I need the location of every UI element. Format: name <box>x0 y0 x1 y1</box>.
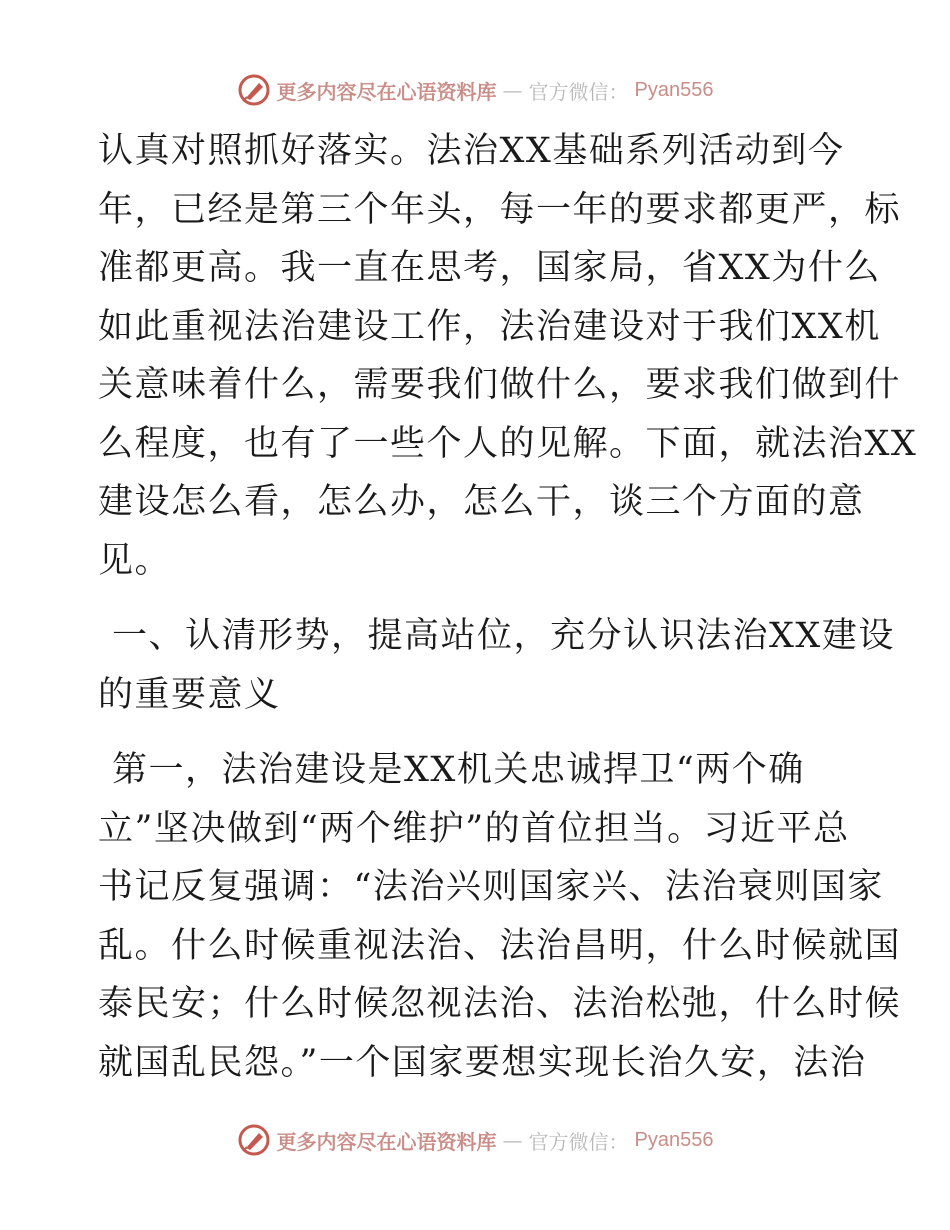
wechat-id: Pyan556 <box>634 78 714 101</box>
text-line: 立”坚决做到“两个维护”的首位担当。习近平总 <box>98 808 850 849</box>
wechat-label: 官方微信： <box>528 1129 629 1154</box>
promo-text: 更多内容尽在心语资料库 <box>276 1129 497 1154</box>
banner-dash: — <box>502 78 523 102</box>
text-line: 书记反复强调：“法治兴则国家兴、法治衰则国家 <box>98 867 884 907</box>
wechat-id: Pyan556 <box>634 1128 714 1151</box>
section-heading <box>98 607 895 724</box>
text-line: 如此重视法治建设工作，法治建设对于我们XX机 <box>98 306 881 347</box>
text-line: 见。 <box>98 540 172 581</box>
text-line: 准都更高。我一直在思考，国家局，省XX为什么 <box>98 248 881 288</box>
paragraph-first-point <box>98 741 902 1092</box>
header-banner <box>0 70 950 110</box>
text-line: 乱。什么时候重视法治、法治昌明，什么时候就国 <box>98 925 902 966</box>
text-line: 建设怎么看，怎么办，怎么干，谈三个方面的意 <box>98 482 865 522</box>
text-line: 么程度，也有了一些个人的见解。下面，就法治XX <box>98 423 918 464</box>
text-line: 泰民安；什么时候忽视法治、法治松弛，什么时候 <box>98 984 902 1024</box>
footer-banner <box>0 1120 950 1160</box>
paragraph-intro <box>98 122 918 590</box>
text-line: 年，已经是第三个年头，每一年的要求都更严，标 <box>98 189 902 230</box>
wechat-label: 官方微信： <box>528 79 629 104</box>
text-line: 第一，法治建设是XX机关忠诚捍卫“两个确 <box>112 750 805 790</box>
text-line: 认真对照抓好落实。法治XX基础系列活动到今 <box>98 131 845 171</box>
text-line: 就国乱民怨。”一个国家要想实现长治久安，法治 <box>98 1042 867 1083</box>
banner-dash: — <box>502 1128 523 1152</box>
document-body <box>98 122 918 1092</box>
promo-text: 更多内容尽在心语资料库 <box>276 79 497 104</box>
heading-line: 一、认清形势，提高站位，充分认识法治XX建设 <box>112 616 895 656</box>
heading-line: 的重要意义 <box>98 674 281 715</box>
text-line: 关意味着什么，需要我们做什么，要求我们做到什 <box>98 365 902 405</box>
pen-nib-logo-icon <box>237 73 271 107</box>
pen-nib-logo-icon <box>237 1123 271 1157</box>
